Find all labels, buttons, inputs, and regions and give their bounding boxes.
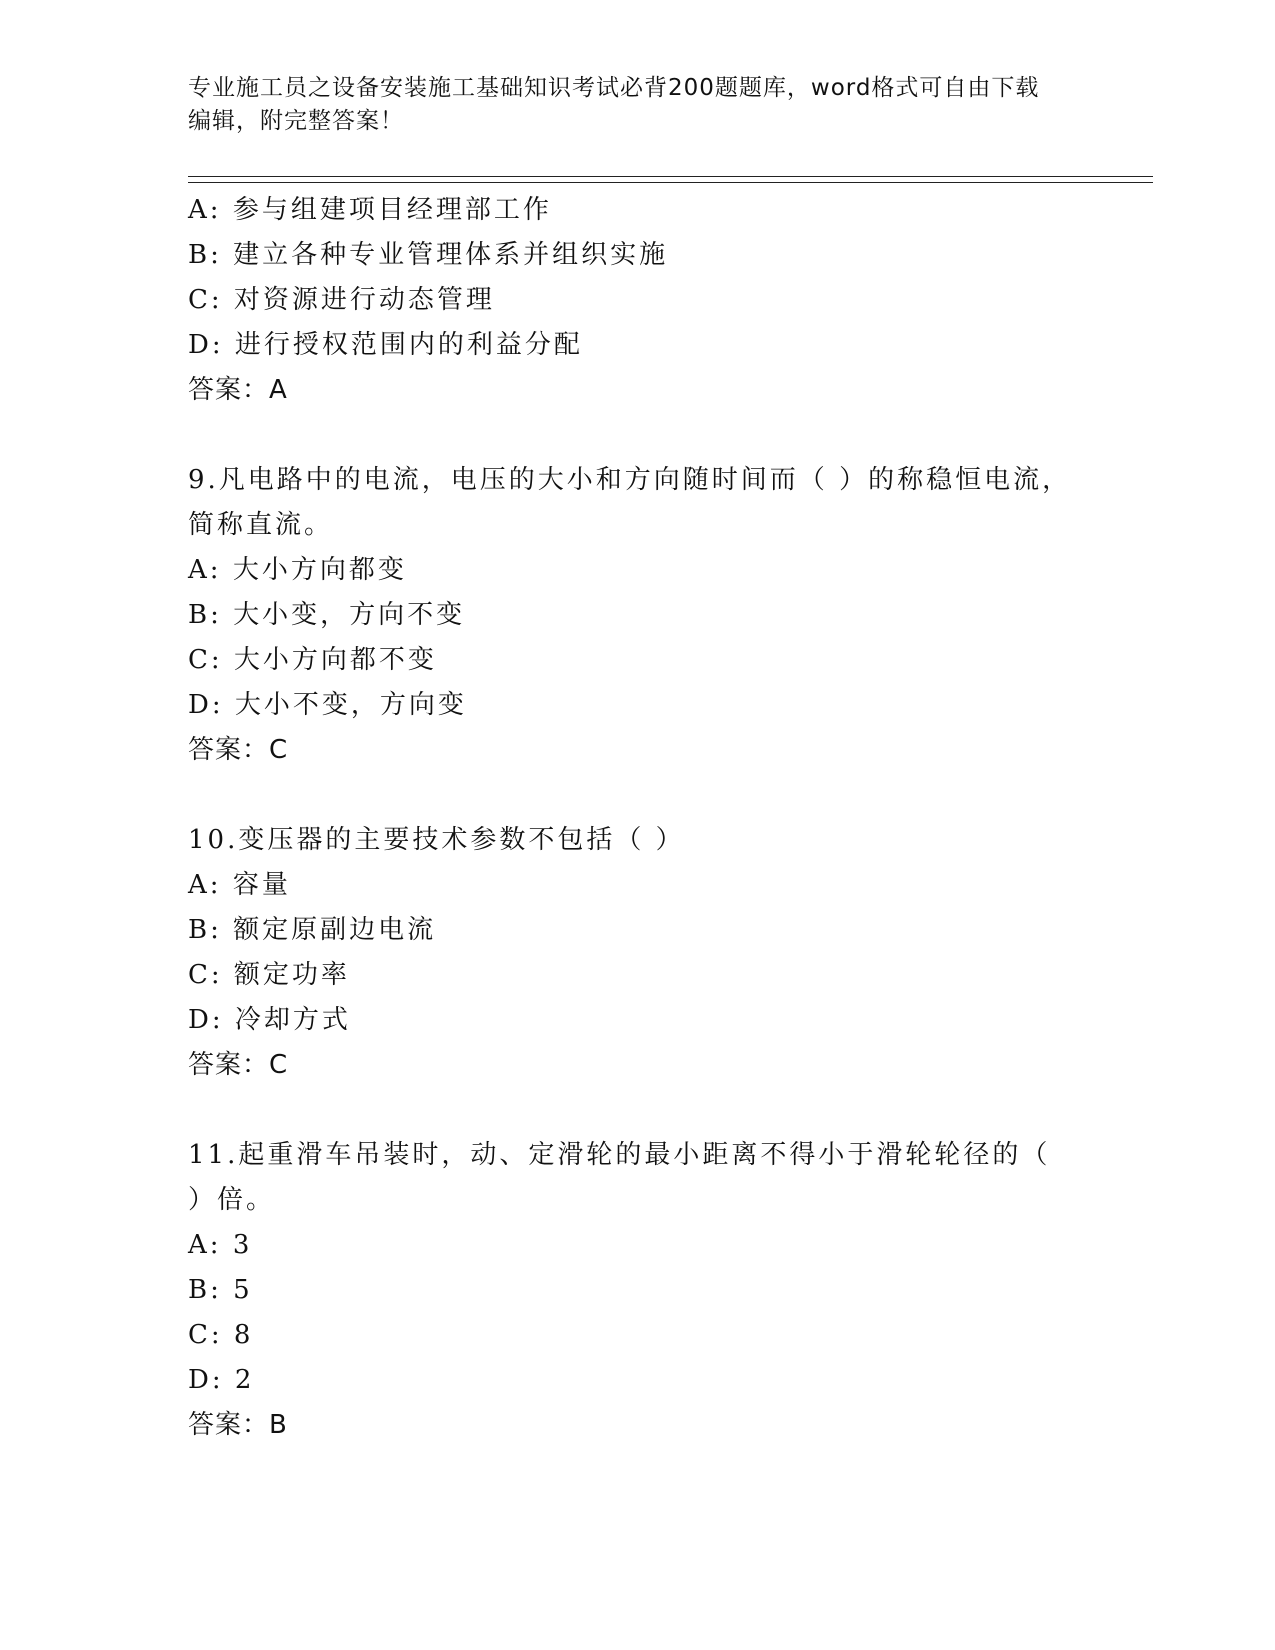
answer-line: 答案：C xyxy=(188,735,289,765)
option-d: D: 冷却方式 xyxy=(188,1005,351,1035)
question-text-continued: 简称直流。 xyxy=(188,510,334,540)
question-text: 10.变压器的主要技术参数不包括（ ） xyxy=(188,825,685,855)
question-text-continued: ）倍。 xyxy=(188,1185,276,1215)
option-b: B: 建立各种专业管理体系并组织实施 xyxy=(188,240,669,270)
question-text: 9.凡电路中的电流，电压的大小和方向随时间而（ ）的称稳恒电流， xyxy=(188,465,1072,495)
option-b: B: 5 xyxy=(188,1275,253,1305)
option-a: A: 参与组建项目经理部工作 xyxy=(188,195,552,225)
option-b: B: 大小变，方向不变 xyxy=(188,600,466,630)
option-b: B: 额定原副边电流 xyxy=(188,915,437,945)
answer-line: 答案：A xyxy=(188,375,288,405)
question-text: 11.起重滑车吊装时，动、定滑轮的最小距离不得小于滑轮轮径的（ xyxy=(188,1140,1051,1170)
answer-line: 答案：B xyxy=(188,1410,288,1440)
option-a: A: 容量 xyxy=(188,870,291,900)
option-c: C: 额定功率 xyxy=(188,960,350,990)
option-c: C: 8 xyxy=(188,1320,254,1350)
option-a: A: 3 xyxy=(188,1230,253,1260)
document-header xyxy=(188,72,1068,138)
option-d: D: 进行授权范围内的利益分配 xyxy=(188,330,583,360)
header-line-1: 专业施工员之设备安装施工基础知识考试必背200题题库，word格式可自由下载 xyxy=(188,75,1040,101)
header-divider-bottom xyxy=(188,182,1153,183)
header-line-2: 编辑，附完整答案！ xyxy=(188,108,404,134)
option-a: A: 大小方向都变 xyxy=(188,555,407,585)
header-divider-top xyxy=(188,176,1153,177)
answer-line: 答案：C xyxy=(188,1050,289,1080)
option-d: D: 大小不变，方向变 xyxy=(188,690,467,720)
option-c: C: 大小方向都不变 xyxy=(188,645,437,675)
option-c: C: 对资源进行动态管理 xyxy=(188,285,495,315)
option-d: D: 2 xyxy=(188,1365,255,1395)
